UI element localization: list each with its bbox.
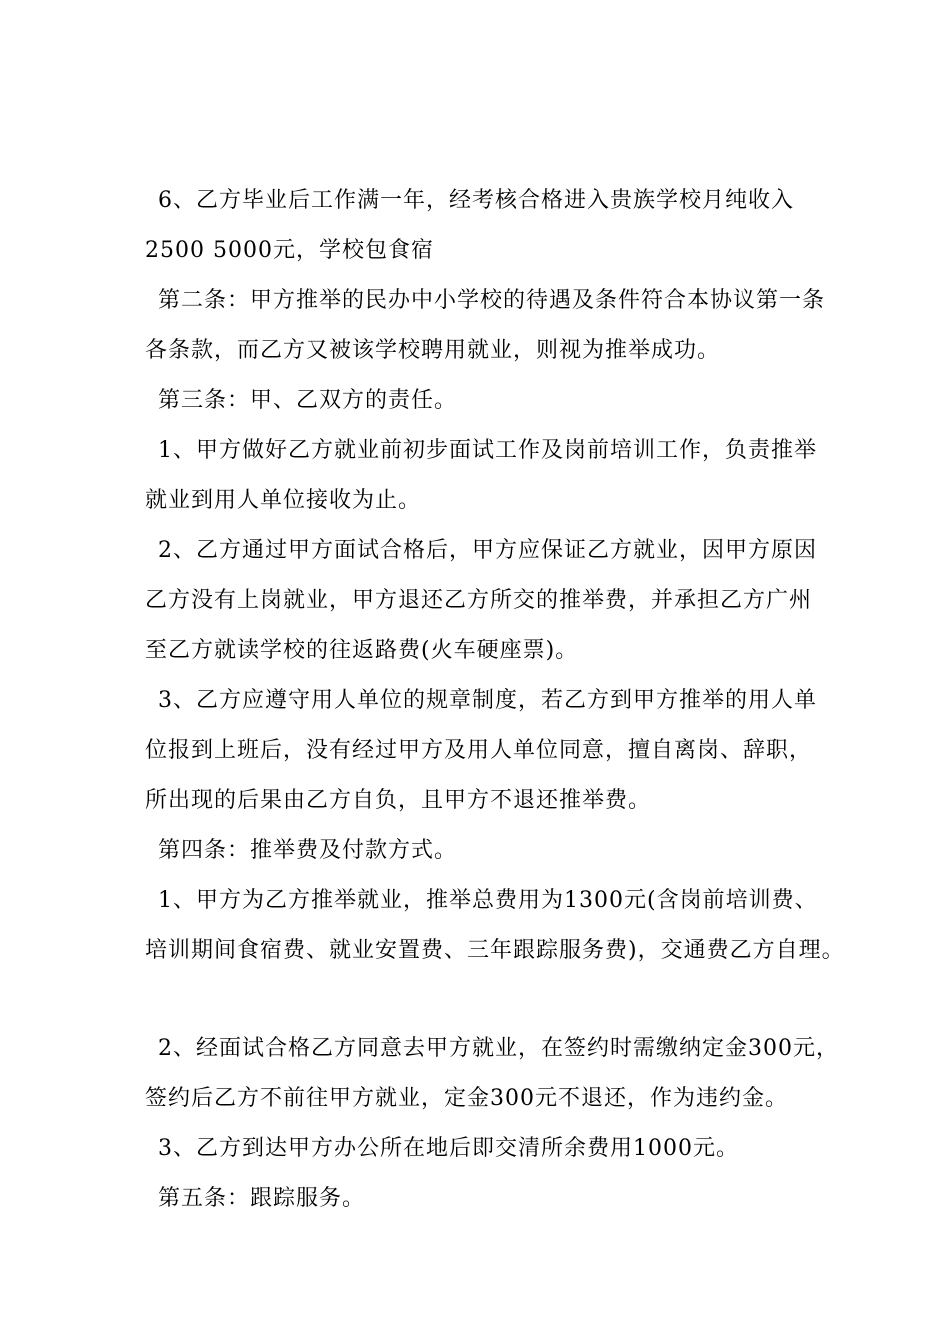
article-heading: 第三条：甲、乙双方的责任。 [158,388,458,413]
paragraph-line: 签约后乙方不前往甲方就业，定金300元不退还，作为违约金。 [145,1086,788,1111]
paragraph-line: 乙方没有上岗就业，甲方退还乙方所交的推举费，并承担乙方广州 [145,588,813,613]
paragraph-line: 2、经面试合格乙方同意去甲方就业，在签约时需缴纳定金300元， [158,1036,839,1061]
article-heading: 第五条：跟踪服务。 [158,1186,366,1211]
paragraph-line: 各条款，而乙方又被该学校聘用就业，则视为推举成功。 [145,338,721,363]
paragraph-line: 位报到上班后，没有经过甲方及用人单位同意，擅自离岗、辞职， [145,738,813,763]
article-heading: 第四条：推举费及付款方式。 [158,838,458,863]
paragraph-line: 1、甲方为乙方推举就业，推举总费用为1300元(含岗前培训费、 [158,888,818,913]
paragraph-line: 培训期间食宿费、就业安置费、三年跟踪服务费)，交通费乙方自理。 [145,938,845,963]
paragraph-line: 2500 5000元，学校包食宿 [145,238,434,263]
paragraph-line: 就业到用人单位接收为止。 [145,488,422,513]
paragraph-line: 1、甲方做好乙方就业前初步面试工作及岗前培训工作，负责推举 [158,438,817,463]
paragraph-line: 所出现的后果由乙方自负，且甲方不退还推举费。 [145,788,652,813]
article-heading: 第二条：甲方推举的民办中小学校的待遇及条件符合本协议第一条 [158,288,826,313]
paragraph-line: 3、乙方应遵守用人单位的规章制度，若乙方到甲方推举的用人单 [158,688,817,713]
paragraph-line: 3、乙方到达甲方办公所在地后即交清所余费用1000元。 [158,1136,739,1161]
paragraph-line: 2、乙方通过甲方面试合格后，甲方应保证乙方就业，因甲方原因 [158,538,817,563]
paragraph-line: 6、乙方毕业后工作满一年，经考核合格进入贵族学校月纯收入 [158,188,794,213]
paragraph-line: 至乙方就读学校的往返路费(火车硬座票)。 [145,638,579,663]
